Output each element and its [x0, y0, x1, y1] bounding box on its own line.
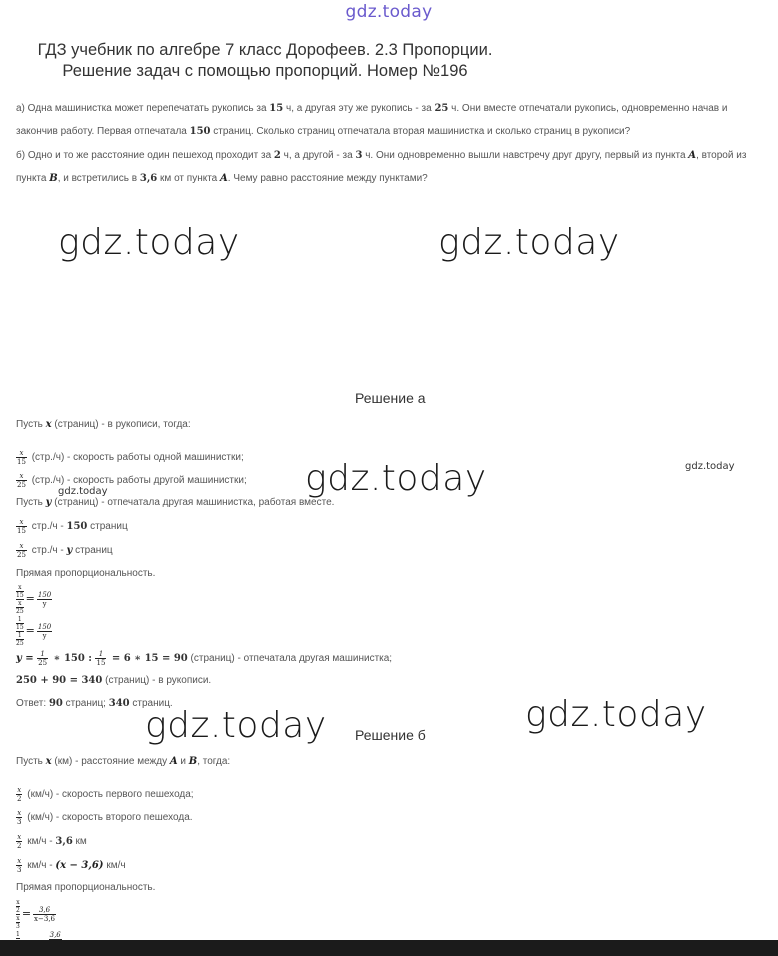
solution-a-line-6: $\frac{x}{25}$ стр./ч - y страниц: [17, 542, 113, 559]
watermark: gdz.today: [58, 486, 108, 497]
site-logo[interactable]: gdz.today: [345, 2, 433, 22]
solution-a-proportion-1: $\frac{\frac{x}{15}}{\frac{x}{25}}$ = $\frac{150}{y}$: [16, 584, 52, 615]
solution-a-line-11: 250 + 90 = 340 (страниц) - в рукописи.: [16, 675, 212, 686]
solution-a-line-7: Прямая пропорциональность.: [16, 568, 156, 579]
solution-a-line-2: $\frac{x}{15}$ (стр./ч) - скорость работы одной машинистки;: [17, 449, 244, 466]
solution-a-line-4: Пусть y (страниц) - отпечатала другая машинистка, работая вместе.: [16, 497, 335, 508]
task-a: а) Одна машинистка может перепечатать рукопись за 15 ч, а другая эту же рукопись - за 25 ч. Они вместе отпечатали рукопись, одновременно начав и закончив работу. Первая отпечатала 150 страниц. Сколько страниц отпечатала вторая машинистка и сколько страниц в рукописи?: [16, 103, 728, 137]
page-title: [0, 40, 530, 82]
solution-a-line-3: $\frac{x}{25}$ (стр./ч) - скорость работы другой машинистки;: [17, 472, 247, 489]
solution-a-proportion-2: $\frac{\frac{1}{15}}{\frac{1}{25}}$ = $\frac{150}{y}$: [16, 616, 52, 647]
solution-a-heading: Решение а: [355, 390, 426, 406]
solution-b-line-4: $\frac{x}{2}$ км/ч - 3,6 км: [17, 833, 87, 850]
watermark: gdz.today: [145, 705, 327, 746]
solution-a-line-1: Пусть x (страниц) - в рукописи, тогда:: [16, 419, 191, 430]
solution-a-line-10: y = $\frac{1}{25}$ ∗ 150 : $\frac{1}{15}$ = 6 ∗ 15 = 90 (страниц) - отпечатала другая машинистка;: [16, 650, 393, 667]
watermark: gdz.today: [525, 694, 707, 735]
solution-b-line-6: Прямая пропорциональность.: [16, 882, 156, 893]
solution-b-line-5: $\frac{x}{3}$ км/ч - (x − 3,6) км/ч: [17, 857, 126, 874]
bottom-bar: [0, 940, 778, 956]
solution-b-proportion-1: $\frac{\frac{x}{2}}{\frac{x}{3}}$ = $\frac{3,6}{x-3,6}$: [16, 899, 55, 930]
solution-b-line-1: Пусть x (км) - расстояние между A и B, тогда:: [16, 756, 231, 767]
task-b: б) Одно и то же расстояние один пешеход проходит за 2 ч, а другой - за 3 ч. Они одновременно вышли навстречу друг другу, первый из пункта A, второй из пункта B, и встретились в 3,6 км от пункта A. Чему равно расстояние между пунктами?: [16, 150, 747, 184]
watermark: gdz.today: [58, 222, 240, 263]
title-line-1: ГДЗ учебник по алгебре 7 класс Дорофеев. 2.3 Пропорции.: [37, 41, 493, 59]
watermark: gdz.today: [438, 222, 620, 263]
watermark: gdz.today: [305, 458, 487, 499]
solution-a-line-5: $\frac{x}{15}$ стр./ч - 150 страниц: [17, 518, 128, 535]
solution-b-line-3: $\frac{x}{3}$ (км/ч) - скорость второго пешехода.: [17, 809, 193, 826]
solution-b-heading: Решение б: [355, 727, 426, 743]
solution-a-answer: Ответ: 90 страниц; 340 страниц.: [16, 698, 173, 709]
solution-b-proportion-2: 1 3,6: [16, 930, 61, 939]
title-line-2: Решение задач с помощью пропорций. Номер №196: [62, 62, 468, 80]
watermark: gdz.today: [685, 461, 735, 472]
solution-b-line-2: $\frac{x}{2}$ (км/ч) - скорость первого пешехода;: [17, 786, 194, 803]
